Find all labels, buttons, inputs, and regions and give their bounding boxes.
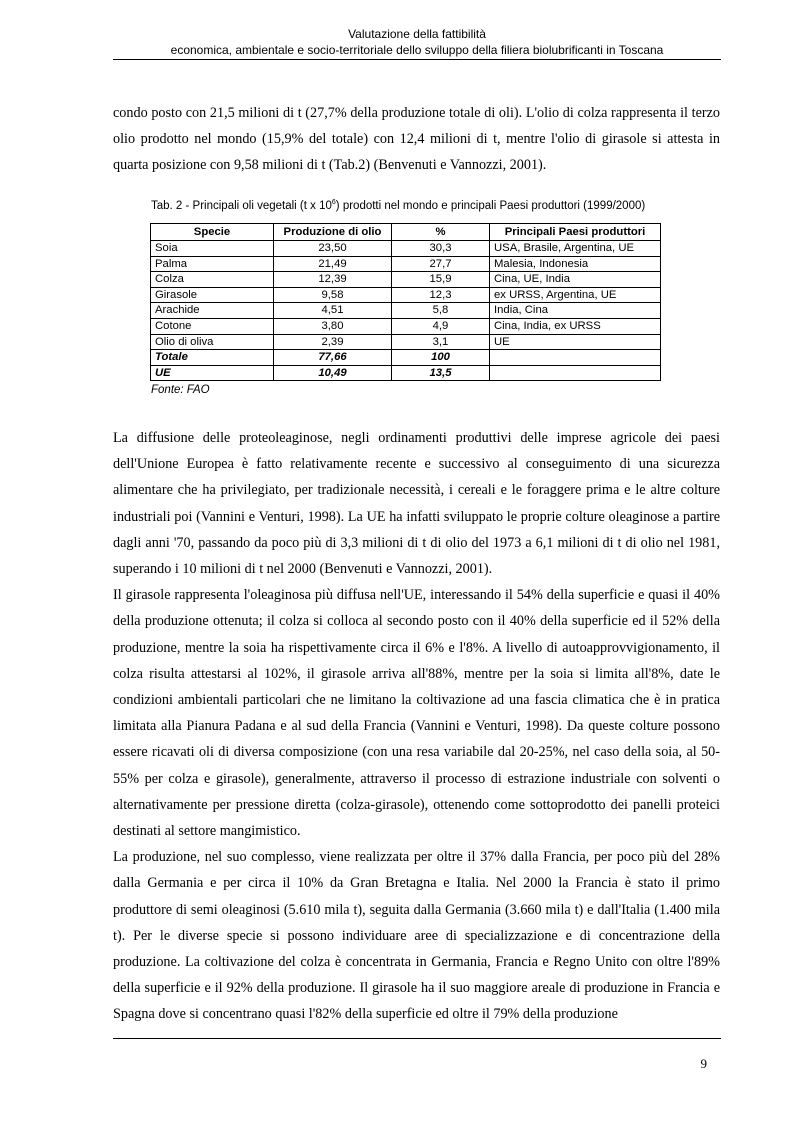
column-header: %: [392, 224, 490, 241]
oils-table: [150, 223, 661, 381]
table-cell: India, Cina: [490, 303, 661, 319]
table-cell: Cotone: [151, 318, 274, 334]
header-title: Valutazione della fattibilità: [348, 27, 486, 41]
column-header: Specie: [151, 224, 274, 241]
table-cell: 4,51: [274, 303, 392, 319]
table-caption: Tab. 2 - Principali oli vegetali (t x $10^6$) prodotti nel mondo e principali Paesi produttori (1999/2000): [151, 199, 646, 212]
table-cell: Olio di oliva: [151, 334, 274, 350]
table-cell: [490, 365, 661, 381]
page-header: [113, 26, 721, 58]
table-cell: Totale: [151, 350, 274, 366]
table-cell: Palma: [151, 256, 274, 272]
table-row: [151, 287, 661, 303]
table-cell: 27,7: [392, 256, 490, 272]
table-row: [151, 256, 661, 272]
table-cell: Cina, India, ex URSS: [490, 318, 661, 334]
table-header-row: [151, 224, 661, 241]
table-row: [151, 303, 661, 319]
table-cell: 15,9: [392, 272, 490, 288]
table-row: [151, 272, 661, 288]
table-row-ue: [151, 365, 661, 381]
table-cell: 100: [392, 350, 490, 366]
table-cell: 13,5: [392, 365, 490, 381]
table-row: [151, 318, 661, 334]
paragraph: Il girasole rappresenta l'oleaginosa più diffusa nell'UE, interessando il 54% della superficie e quasi il 40% della produzione ottenuta; il colza si colloca al secondo posto con il 40% della superficie ed il 52% della produzione, mentre la soia ha rispettivamente circa il 6% e l'8%. A livello di autoapprovvigionamento, il colza risulta attestarsi al 102%, il girasole arriva all'88%, mentre per la soia si limita all'8%, date le condizioni ambientali particolari che ne limitano la coltivazione ad una fascia climatica che è in pratica limitata alla Pianura Padana e al sud della Francia (Vannini e Venturi, 1998). Da queste colture possono essere ricavati oli di diversa composizione (con una resa variabile dal 20-25%, nel caso della soia, al 50-55% per colza e girasole), generalmente, attraverso il processo di estrazione industriale con solventi o alternativamente per pressione diretta (colza-girasole), ottenendo come sottoprodotto dei panelli proteici destinati al settore mangimistico.: [113, 587, 720, 840]
table-cell: Cina, UE, India: [490, 272, 661, 288]
table-cell: Soia: [151, 241, 274, 257]
table-cell: USA, Brasile, Argentina, UE: [490, 241, 661, 257]
table-row-total: [151, 350, 661, 366]
header-subtitle: economica, ambientale e socio-territoriale dello sviluppo della filiera biolubrificanti in Toscana: [170, 43, 664, 57]
table-row: [151, 241, 661, 257]
table-cell: 12,39: [274, 272, 392, 288]
table-cell: 5,8: [392, 303, 490, 319]
table-cell: ex URSS, Argentina, UE: [490, 287, 661, 303]
column-header: Produzione di olio: [274, 224, 392, 241]
column-header: Principali Paesi produttori: [490, 224, 661, 241]
table-cell: 21,49: [274, 256, 392, 272]
page-number: 9: [700, 1056, 707, 1071]
table-cell: Colza: [151, 272, 274, 288]
table-cell: 23,50: [274, 241, 392, 257]
table-row: [151, 334, 661, 350]
table-source: Fonte: FAO: [151, 384, 210, 396]
paragraph: La diffusione delle proteoleaginose, negli ordinamenti produttivi delle imprese agricole dei paesi dell'Unione Europea è fatto relativamente recente e successivo al conseguimento di una sicurezza alimentare che ha privilegiato, per tradizionale necessità, i cereali e le foraggere prima e le altre colture industriali poi (Vannini e Venturi, 1998). La UE ha infatti sviluppato le proprie colture oleaginose a partire dagli anni '70, passando da poco più di 3,3 milioni di t di olio del 1973 a 6,1 milioni di t di olio nel 1981, superando i 10 milioni di t nel 2000 (Benvenuti e Vannozzi, 2001).: [113, 430, 720, 578]
table-cell: 2,39: [274, 334, 392, 350]
table-cell: 10,49: [274, 365, 392, 381]
header-rule: [113, 59, 721, 60]
table-cell: 12,3: [392, 287, 490, 303]
table-cell: UE: [490, 334, 661, 350]
table-cell: 4,9: [392, 318, 490, 334]
intro-paragraph: condo posto con 21,5 milioni di t (27,7% della produzione totale di oli). L'olio di colza rappresenta il terzo olio prodotto nel mondo (15,9% del totale) con 12,4 milioni di t, mentre l'olio di girasole si attesta in quarta posizione con 9,58 milioni di t (Tab.2) (Benvenuti e Vannozzi, 2001).: [113, 105, 720, 174]
table-cell: 3,1: [392, 334, 490, 350]
table-cell: 3,80: [274, 318, 392, 334]
table-cell: 77,66: [274, 350, 392, 366]
paragraph: La produzione, nel suo complesso, viene realizzata per oltre il 37% dalla Francia, per poco più del 28% dalla Germania e per circa il 10% da Gran Bretagna e Italia. Nel 2000 la Francia è stato il primo produttore di semi oleaginosi (5.610 mila t), seguita dalla Germania (3.660 mila t) e dall'Italia (1.400 mila t). Per le diverse specie si possono individuare aree di specializzazione e di concentrazione della produzione. La coltivazione del colza è concentrata in Germania, Francia e Regno Unito con oltre l'89% della superficie e il 92% della produzione. Il girasole ha il suo maggiore areale di produzione in Francia e Spagna dove si concentrano quasi l'82% della superficie ed oltre il 79% della produzione: [113, 849, 720, 1023]
table-cell: UE: [151, 365, 274, 381]
footer-rule: [113, 1038, 721, 1039]
main-text: [113, 425, 720, 1028]
table-cell: 9,58: [274, 287, 392, 303]
table-cell: 30,3: [392, 241, 490, 257]
table-cell: [490, 350, 661, 366]
table-cell: Malesia, Indonesia: [490, 256, 661, 272]
table-cell: Arachide: [151, 303, 274, 319]
table-cell: Girasole: [151, 287, 274, 303]
